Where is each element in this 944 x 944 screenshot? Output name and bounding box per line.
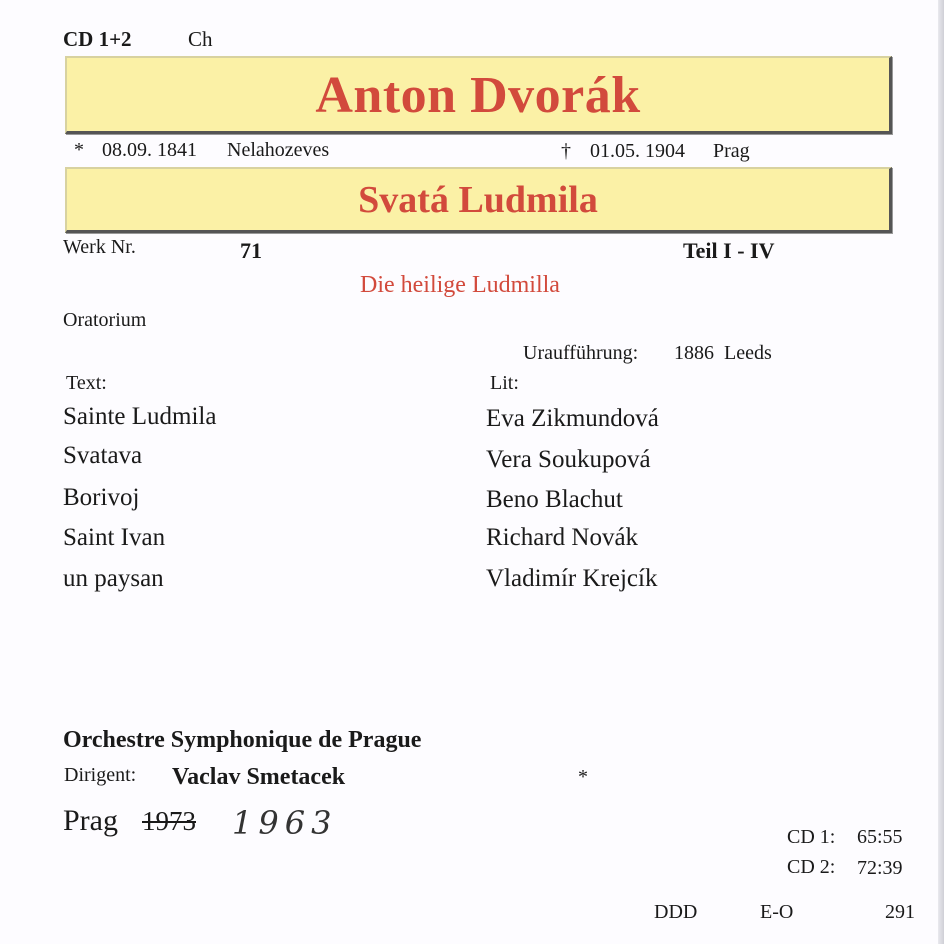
orchestra: Orchestre Symphonique de Prague (63, 727, 422, 753)
cd1-time: 65:55 (857, 826, 903, 848)
lit-label: Lit: (490, 372, 519, 394)
composer-name: Anton Dvorák (315, 67, 641, 124)
role-4: Saint Ivan (63, 524, 166, 551)
cd1-label: CD 1: (787, 826, 836, 848)
cd2-time: 72:39 (857, 857, 903, 879)
work-title-banner (65, 167, 892, 233)
werk-label: Werk Nr. (63, 236, 136, 258)
work-parts: Teil I - IV (683, 238, 775, 263)
ch-label: Ch (188, 27, 213, 51)
role-3: Borivoj (63, 484, 140, 511)
conductor-name: Vaclav Smetacek (172, 764, 346, 790)
premiere-label: Uraufführung: (523, 342, 639, 364)
cd-label: CD 1+2 (63, 27, 132, 51)
work-genre: Oratorium (63, 309, 147, 331)
asterisk-marker: * (578, 766, 588, 788)
birth-date: 08.09. 1841 (102, 139, 197, 161)
death-place: Prag (713, 140, 750, 162)
singer-4: Richard Novák (486, 524, 639, 551)
role-5: un paysan (63, 565, 164, 592)
catalog-number: 291 (885, 901, 915, 923)
page-edge (938, 0, 944, 944)
struck-year: 1973 (142, 806, 196, 836)
singer-5: Vladimír Krejcík (486, 565, 658, 592)
conductor-label: Dirigent: (64, 764, 137, 786)
birth-marker: * (74, 139, 84, 161)
premiere-value: 1886 Leeds (674, 342, 772, 364)
work-subtitle: Die heilige Ludmilla (360, 272, 560, 298)
death-marker: † (561, 140, 571, 162)
role-1: Sainte Ludmila (63, 403, 217, 430)
birth-place: Nelahozeves (227, 139, 330, 161)
cd2-label: CD 2: (787, 856, 836, 878)
edition-code: E-O (760, 901, 794, 923)
singer-2: Vera Soukupová (486, 446, 651, 473)
death-date: 01.05. 1904 (590, 140, 685, 162)
singer-1: Eva Zikmundová (486, 405, 659, 432)
singer-3: Beno Blachut (486, 486, 623, 513)
work-title: Svatá Ludmila (358, 179, 598, 221)
composer-banner (65, 56, 892, 134)
werk-number: 71 (240, 238, 262, 263)
role-2: Svatava (63, 442, 143, 469)
text-label: Text: (66, 372, 107, 394)
recording-place: Prag (63, 804, 118, 837)
handwritten-year: 1963 (232, 804, 338, 842)
recording-type: DDD (654, 901, 698, 923)
